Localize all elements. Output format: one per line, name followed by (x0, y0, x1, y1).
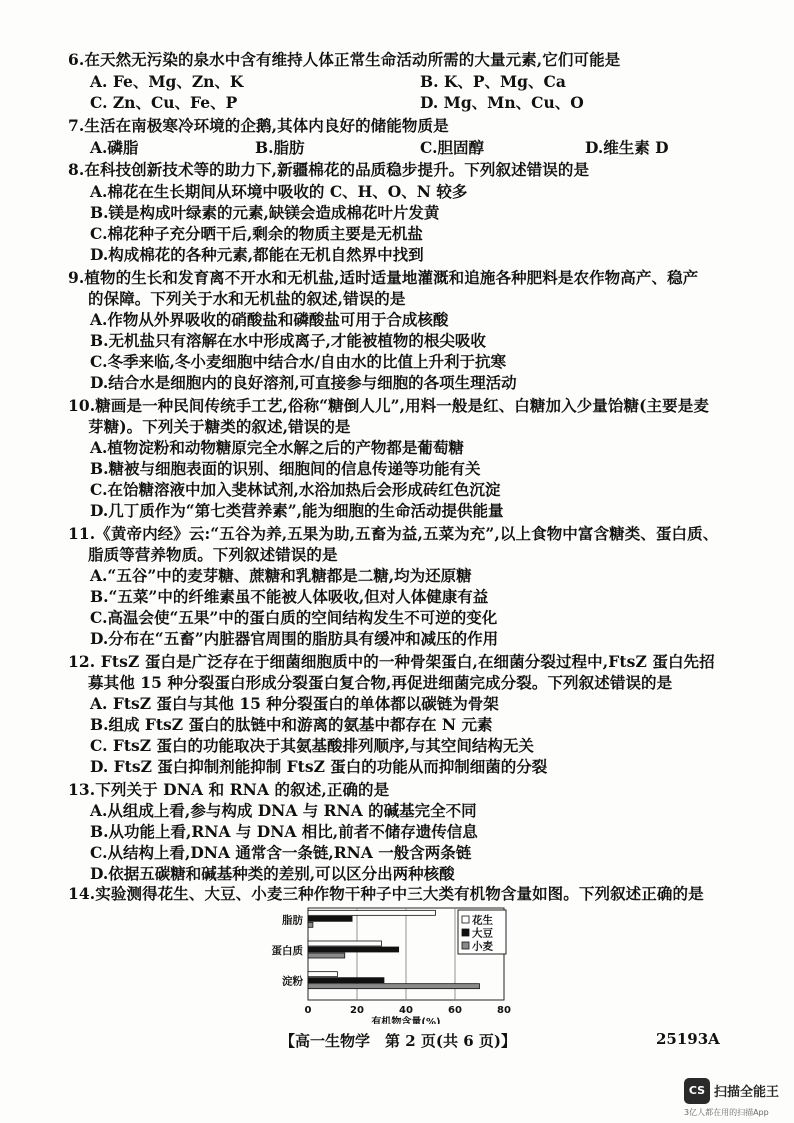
q11-option-d: D.分布在“五畜”内脏器官周围的脂肪具有缓冲和减压的作用 (90, 629, 499, 648)
q12-option-d: D. FtsZ 蛋白抑制剂能抑制 FtsZ 蛋白的功能从而抑制细菌的分裂 (90, 757, 548, 776)
x-tick-label: 0 (304, 1005, 312, 1016)
scanner-app-name: 扫描全能王 (714, 1085, 780, 1100)
q14-stem: 14.实验测得花生、大豆、小麦三种作物干种子中三大类有机物含量如图。下列叙述正确的是 (68, 884, 704, 903)
nutrient-chart-svg (262, 906, 532, 1024)
q13-stem: 13.下列关于 DNA 和 RNA 的叙述,正确的是 (68, 780, 390, 799)
category-label: 脂肪 (282, 914, 303, 927)
x-axis-label: 有机物含量(%) (371, 1017, 441, 1024)
q10-stem-line1: 10.糖画是一种民间传统手工艺,俗称“糖倒人儿”,用料一般是红、白糖加入少量饴糖(主要是麦 (68, 396, 709, 415)
q11-option-b: B.“五菜”中的纤维素虽不能被人体吸收,但对人体健康有益 (90, 587, 489, 606)
q8-option-d: D.构成棉花的各种元素,都能在无机自然界中找到 (90, 245, 424, 264)
q7-option-d: D.维生素 D (585, 138, 669, 157)
q13-option-b: B.从功能上看,RNA 与 DNA 相比,前者不储存遗传信息 (90, 822, 478, 841)
x-tick-label: 20 (350, 1005, 364, 1016)
q13-option-c: C.从结构上看,DNA 通常含一条链,RNA 一般含两条链 (90, 843, 472, 862)
legend-label: 大豆 (472, 927, 493, 940)
q12-stem-line1: 12. FtsZ 蛋白是广泛存在于细菌细胞质中的一种骨架蛋白,在细菌分裂过程中,FtsZ 蛋白先招 (68, 652, 715, 671)
q12-stem-line2: 募其他 15 种分裂蛋白形成分裂蛋白复合物,再促进细菌完成分裂。下列叙述错误的是 (88, 673, 673, 692)
q13-option-a: A.从组成上看,参与构成 DNA 与 RNA 的碱基完全不同 (90, 801, 477, 820)
q7-option-a: A.磷脂 (90, 138, 139, 157)
q10-option-c: C.在饴糖溶液中加入斐林试剂,水浴加热后会形成砖红色沉淀 (90, 480, 501, 499)
q9-option-a: A.作物从外界吸收的硝酸盐和磷酸盐可用于合成核酸 (90, 310, 449, 329)
q11-stem-line1: 11.《黄帝内经》云:“五谷为养,五果为助,五畜为益,五菜为充”,以上食物中富含糖类、蛋白质、 (68, 524, 719, 543)
q9-option-b: B.无机盐只有溶解在水中形成离子,才能被植物的根尖吸收 (90, 331, 486, 350)
q12-option-a: A. FtsZ 蛋白与其他 15 种分裂蛋白的单体都以碳链为骨架 (90, 694, 499, 713)
x-tick-label: 60 (448, 1005, 462, 1016)
legend-swatch (462, 929, 469, 936)
bar-2-1 (308, 978, 384, 983)
q6-option-a: A. Fe、Mg、Zn、K (90, 72, 244, 91)
q8-stem: 8.在科技创新技术等的助力下,新疆棉花的品质稳步提升。下列叙述错误的是 (68, 160, 590, 179)
q10-option-d: D.几丁质作为“第七类营养素”,能为细胞的生命活动提供能量 (90, 501, 504, 520)
q6-option-d: D. Mg、Mn、Cu、O (420, 93, 584, 112)
q11-stem-line2: 脂质等营养物质。下列叙述错误的是 (88, 545, 338, 564)
q9-stem-line1: 9.植物的生长和发育离不开水和无机盐,适时适量地灌溉和追施各种肥料是农作物高产、稳产 (68, 268, 699, 287)
legend-label: 花生 (472, 914, 493, 927)
q13-option-d: D.依据五碳糖和碱基种类的差别,可以区分出两种核酸 (90, 864, 455, 883)
nutrient-chart (262, 906, 532, 1024)
q9-option-c: C.冬季来临,冬小麦细胞中结合水/自由水的比值上升利于抗寒 (90, 352, 507, 371)
q10-option-b: B.糖被与细胞表面的识别、细胞间的信息传递等功能有关 (90, 459, 481, 478)
q12-option-c: C. FtsZ 蛋白的功能取决于其氨基酸排列顺序,与其空间结构无关 (90, 736, 534, 755)
bar-0-2 (308, 922, 313, 927)
x-tick-label: 80 (497, 1005, 511, 1016)
category-label: 淀粉 (282, 975, 303, 988)
q7-option-c: C.胆固醇 (420, 138, 484, 157)
q7-option-b: B.脂肪 (255, 138, 305, 157)
q9-option-d: D.结合水是细胞内的良好溶剂,可直接参与细胞的各项生理活动 (90, 373, 517, 392)
q10-option-a: A.植物淀粉和动物糖原完全水解之后的产物都是葡萄糖 (90, 438, 464, 457)
q12-option-b: B.组成 FtsZ 蛋白的肽链中和游离的氨基中都存在 N 元素 (90, 715, 493, 734)
q8-option-a: A.棉花在生长期间从环境中吸收的 C、H、O、N 较多 (90, 182, 468, 201)
q7-stem: 7.生活在南极寒冷环境的企鹅,其体内良好的储能物质是 (68, 116, 449, 135)
scanner-tagline: 3亿人都在用的扫描App (684, 1108, 769, 1117)
bar-1-1 (308, 947, 399, 952)
footer-code: 25193A (656, 1030, 720, 1048)
q10-stem-line2: 芽糖)。下列关于糖类的叙述,错误的是 (88, 417, 351, 436)
camscanner-logo-icon: CS (684, 1078, 710, 1104)
scanner-watermark (684, 1078, 788, 1118)
legend-label: 小麦 (472, 940, 493, 953)
category-label: 蛋白质 (271, 945, 303, 957)
legend-swatch (462, 916, 469, 923)
q11-option-a: A.“五谷”中的麦芽糖、蔗糖和乳糖都是二糖,均为还原糖 (90, 566, 472, 585)
legend-swatch (462, 942, 469, 949)
bar-2-0 (308, 972, 337, 977)
q6-option-c: C. Zn、Cu、Fe、P (90, 93, 238, 112)
q8-option-c: C.棉花种子充分晒干后,剩余的物质主要是无机盐 (90, 224, 423, 243)
x-tick-label: 40 (399, 1005, 413, 1016)
q9-stem-line2: 的保障。下列关于水和无机盐的叙述,错误的是 (88, 289, 406, 308)
q11-option-c: C.高温会使“五果”中的蛋白质的空间结构发生不可逆的变化 (90, 608, 498, 627)
bar-0-1 (308, 916, 352, 921)
bar-2-2 (308, 984, 480, 989)
q6-stem: 6.在天然无污染的泉水中含有维持人体正常生命活动所需的大量元素,它们可能是 (68, 50, 621, 69)
bar-1-2 (308, 953, 345, 958)
q8-option-b: B.镁是构成叶绿素的元素,缺镁会造成棉花叶片发黄 (90, 203, 440, 222)
bar-1-0 (308, 941, 382, 946)
q6-option-b: B. K、P、Mg、Ca (420, 72, 566, 91)
footer-subject: 【高一生物学 第 2 页(共 6 页)】 (280, 1032, 516, 1050)
bar-0-0 (308, 910, 435, 915)
